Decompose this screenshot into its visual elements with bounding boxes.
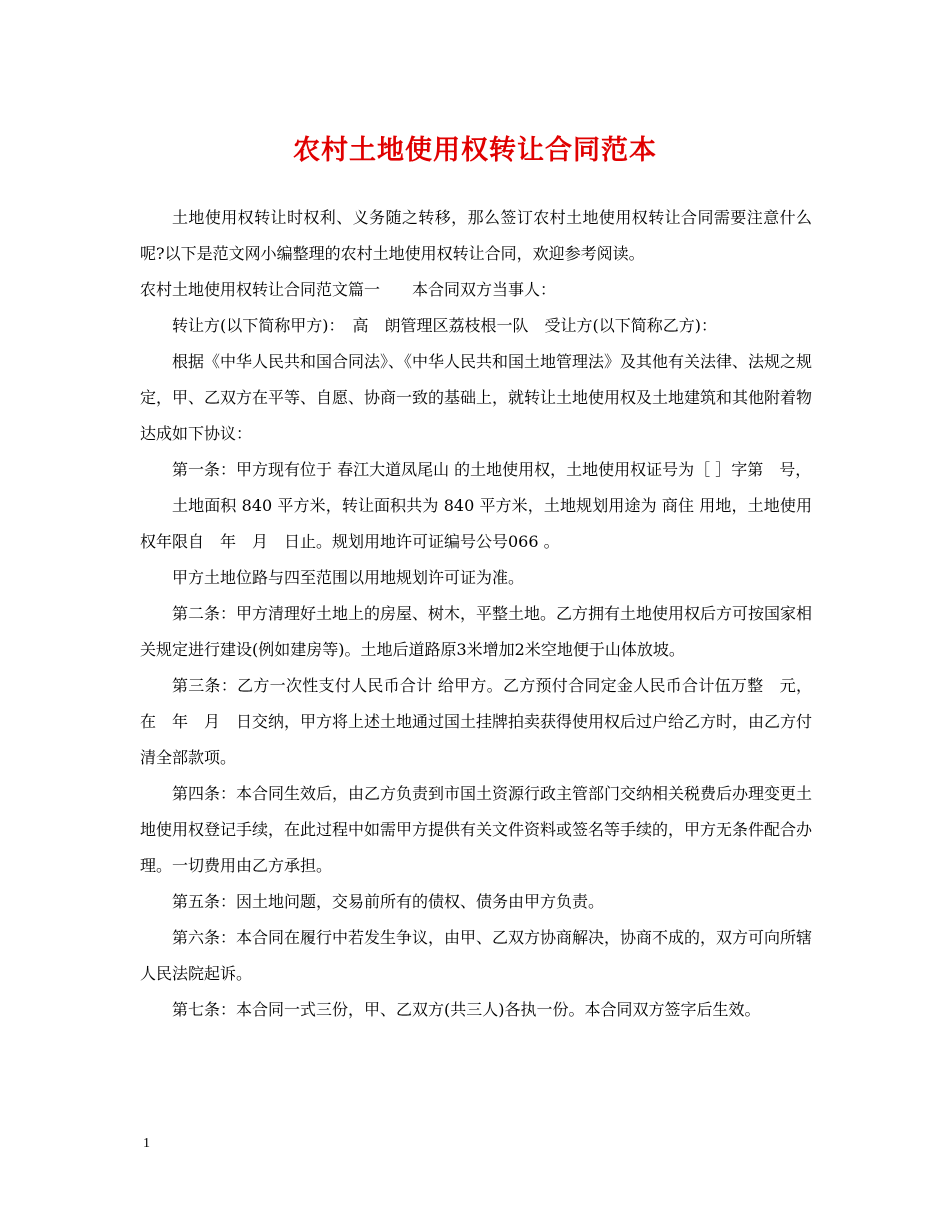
article-2-paragraph: 第二条：甲方清理好土地上的房屋、树木，平整土地。乙方拥有土地使用权后方可按国家相关规定进行建设(例如建房等)。土地后道路原3米增加2米空地便于山体放坡。: [140, 604, 813, 659]
legal-basis-paragraph: 根据《中华人民共和国合同法》、《中华人民共和国土地管理法》及其他有关法律、法规之规定，甲、乙双方在平等、自愿、协商一致的基础上，就转让土地使用权及土地建筑和其他附着物达成如下协议：: [140, 352, 813, 443]
article-1-paragraph: 第一条：甲方现有位于 春江大道凤尾山 的土地使用权，土地使用权证号为［ ］字第 号，: [172, 460, 812, 479]
land-area-paragraph: 土地面积 840 平方米，转让面积共为 840 平方米，土地规划用途为 商住 用地，土地使用权年限自 年 月 日止。规划用地许可证编号公号066 。: [140, 496, 812, 551]
parties-paragraph: 转让方(以下简称甲方)： 高 朗管理区荔枝根一队 受让方(以下简称乙方)：: [172, 316, 717, 335]
article-3-paragraph: 第三条：乙方一次性支付人民币合计 给甲方。乙方预付合同定金人民币合计伍万整 元，在 年 月 日交纳，甲方将上述土地通过国土挂牌拍卖获得使用权后过户给乙方时，由乙方付清全部款项。: [140, 676, 813, 767]
land-boundary-paragraph: 甲方土地位路与四至范围以用地规划许可证为准。: [172, 568, 525, 587]
intro-paragraph: 土地使用权转让时权利、义务随之转移，那么签订农村土地使用权转让合同需要注意什么呢?以下是范文网小编整理的农村土地使用权转让合同，欢迎参考阅读。: [140, 208, 812, 263]
document-body: [140, 200, 812, 1028]
section-heading-paragraph: 农村土地使用权转让合同范文篇一 本合同双方当事人：: [140, 280, 557, 299]
page-title: 农村土地使用权转让合同范本: [293, 135, 657, 166]
article-7-paragraph: 第七条：本合同一式三份，甲、乙双方(共三人)各执一份。本合同双方签字后生效。: [172, 1000, 761, 1019]
article-4-paragraph: 第四条：本合同生效后，由乙方负责到市国土资源行政主管部门交纳相关税费后办理变更土地使用权登记手续，在此过程中如需甲方提供有关文件资料或签名等手续的，甲方无条件配合办理。一切费用由乙方承担。: [140, 784, 813, 875]
article-5-paragraph: 第五条：因土地问题，交易前所有的债权、债务由甲方负责。: [172, 892, 605, 911]
page-number: 1: [143, 1136, 150, 1151]
article-6-paragraph: 第六条：本合同在履行中若发生争议，由甲、乙双方协商解决，协商不成的，双方可向所辖人民法院起诉。: [140, 928, 813, 983]
